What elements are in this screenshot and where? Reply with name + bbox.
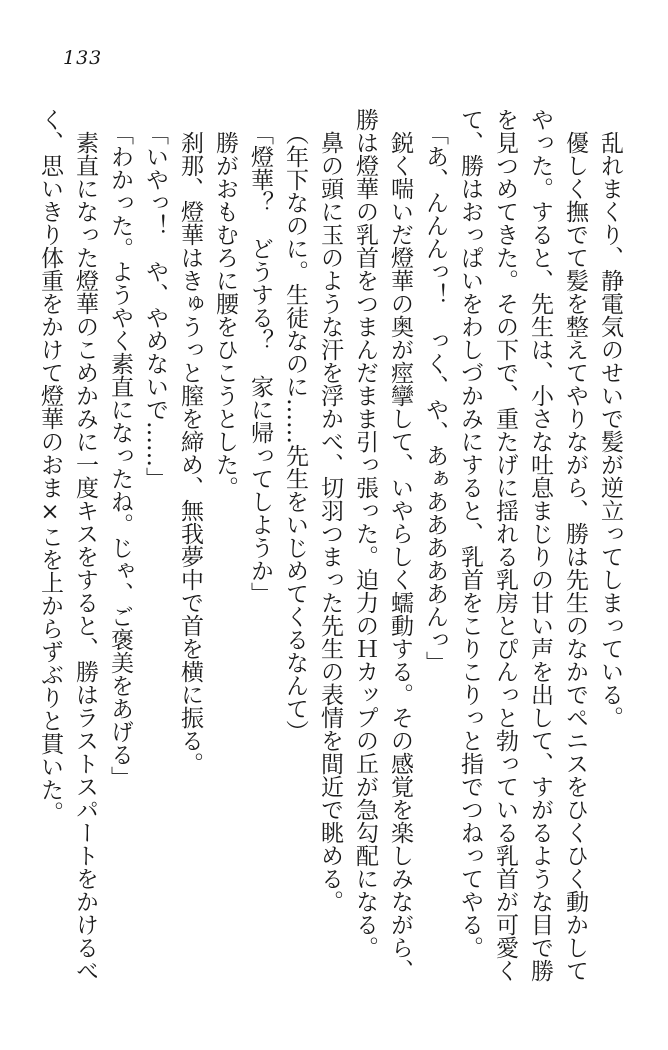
text-line: 勝がおもむろに腰をひこうとした。 (212, 131, 238, 499)
text-line: く、思いきり体重をかけて燈華のおま×こを上からずぶりと貫いた。 (37, 108, 63, 824)
text-line: 乱れまくり、静電気のせいで髪が逆立ってしまっている。 (597, 131, 623, 729)
text-line: 刹那、燈華はきゅうっと膣を締め、無我夢中で首を横に振る。 (177, 131, 203, 775)
text-line: 優しく撫でて髪を整えてやりながら、勝は先生のなかでペニスをひくひく動かして (562, 131, 588, 982)
text-line: を見つめてきた。その下で、重たげに揺れる乳房とぴんっと勃っている乳首が可愛く (492, 108, 518, 982)
text-line: やった。すると、先生は、小さな吐息まじりの甘い声を出して、すがるような目で勝 (527, 108, 553, 982)
text-block (32, 108, 627, 988)
text-line: 「燈華？ どうする？ 家に帰ってしようか」 (247, 122, 273, 605)
text-line: て、勝はおっぱいをわしづかみにすると、乳首をこりこりっと指でつねってやる。 (457, 108, 483, 959)
text-line: 鋭く喘いだ燈華の奥が痙攣して、いやらしく蠕動する。その感覚を楽しみながら、 (387, 131, 413, 982)
text-line: 「わかった。ようやく素直になったね。じゃ、ご褒美をあげる」 (107, 122, 133, 789)
page-number: 133 (63, 47, 103, 69)
text-line: 素直になった燈華のこめかみに一度キスをすると、勝はラストスパートをかけるべ (72, 131, 98, 982)
text-line: （年下なのに。生徒なのに……先生をいじめてくるなんて） (282, 122, 308, 743)
text-line: 鼻の頭に玉のような汗を浮かべ、切羽つまった先生の表情を間近で眺める。 (317, 131, 343, 913)
text-line: 勝は燈華の乳首をつまんだまま引っ張った。迫力のＨカップの丘が急勾配になる。 (352, 108, 378, 959)
text-line: 「いやっ！ や、やめないで……」 (142, 122, 168, 490)
text-line: 「あ、んんんっ！ っく、や、あぁあああああんっ」 (422, 122, 448, 674)
